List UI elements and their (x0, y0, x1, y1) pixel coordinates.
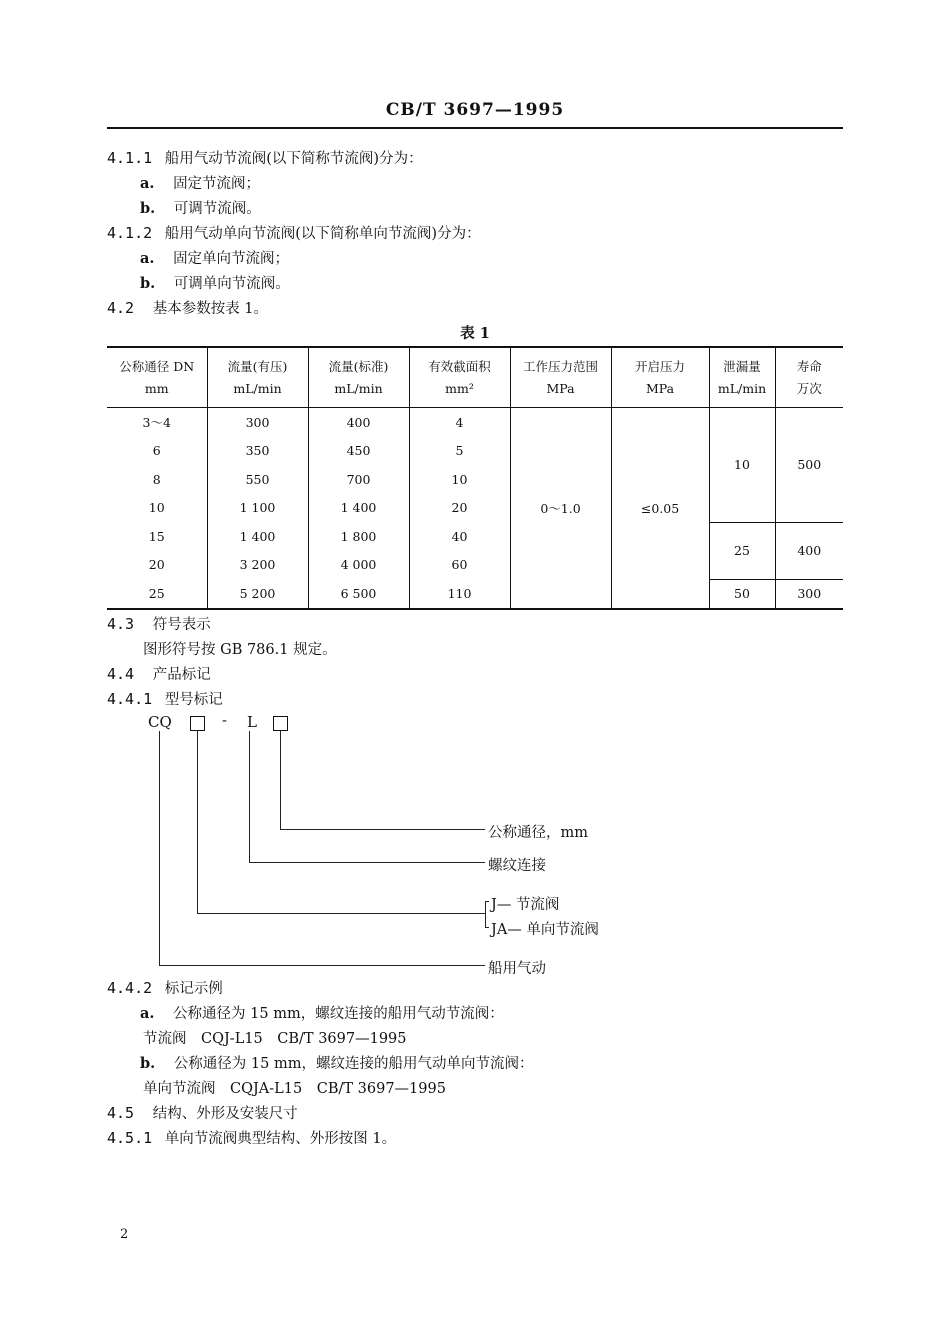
section-text: 标记示例 (164, 981, 223, 997)
table-cell: 15 (148, 528, 165, 544)
code-box-type (190, 716, 205, 731)
list-text: 公称通径为 15 mm，螺纹连接的船用气动单向节流阀： (173, 1056, 534, 1072)
col-header: 开启压力 MPa (611, 347, 709, 408)
section-text: 结构、外形及安装尺寸 (152, 1106, 298, 1122)
section-4-5 (107, 1102, 298, 1123)
table-row (107, 579, 843, 609)
parameter-table (107, 346, 843, 610)
table-cell: 110 (409, 579, 510, 609)
section-number: 4.4 (107, 665, 135, 683)
table-cell: 6 500 (308, 579, 409, 609)
list-label: b. (140, 200, 156, 217)
pressure-range-cell: 0～1.0 (510, 408, 611, 610)
leader-line (159, 731, 160, 965)
table-cell: 10 (148, 500, 165, 516)
section-4-4 (107, 663, 211, 684)
table-cell: 4 (409, 408, 510, 437)
table-cell: 700 (308, 465, 409, 494)
table-cell: 10 (409, 465, 510, 494)
leader-line (280, 829, 485, 830)
list-label: a. (140, 175, 155, 192)
col-header: 流量(标准) mL/min (308, 347, 409, 408)
leakage-cell: 50 (709, 579, 775, 609)
label-j: J— 节流阀 (491, 897, 560, 913)
section-number: 4.2 (107, 299, 135, 317)
example-line: 节流阀 CQJ-L15 CB/T 3697—1995 (143, 1031, 407, 1047)
list-label: a. (140, 250, 155, 267)
list-item (140, 247, 289, 268)
section-number: 4.4.2 (107, 979, 153, 997)
list-item (140, 1002, 504, 1023)
section-4-5-1 (107, 1127, 396, 1148)
section-body: 图形符号按 GB 786.1 规定。 (143, 642, 337, 658)
section-number: 4.1.2 (107, 224, 153, 242)
list-text: 可调单向节流阀。 (173, 276, 290, 292)
table-header-row (107, 347, 843, 408)
section-4-4-1 (107, 688, 223, 709)
list-label: a. (140, 1005, 155, 1022)
table-cell: 400 (308, 408, 409, 437)
section-text: 单向节流阀典型结构、外形按图 1。 (164, 1131, 397, 1147)
section-4-3 (107, 613, 211, 634)
standard-header: CB/T 3697—1995 (385, 100, 565, 120)
table-cell: 6 (152, 443, 161, 459)
label-diameter: 公称通径，mm (488, 825, 588, 841)
life-cell: 500 (775, 408, 843, 523)
leader-line (197, 731, 198, 913)
leader-line (280, 731, 281, 829)
table-cell: 20 (148, 557, 165, 573)
table-cell: 40 (409, 522, 510, 551)
page-number: 2 (120, 1227, 129, 1242)
section-number: 4.5.1 (107, 1129, 153, 1147)
table-caption: 表 1 (460, 325, 490, 342)
table-cell: 3 200 (207, 551, 308, 580)
section-number: 4.4.1 (107, 690, 153, 708)
list-text: 可调节流阀。 (173, 201, 261, 217)
section-text: 船用气动节流阀(以下简称节流阀)分为： (164, 151, 423, 167)
life-cell: 400 (775, 522, 843, 579)
leakage-cell: 10 (709, 408, 775, 523)
section-text: 产品标记 (152, 667, 211, 683)
bracket-line (485, 901, 489, 902)
col-header: 工作压力范围 MPa (510, 347, 611, 408)
label-thread: 螺纹连接 (488, 858, 546, 874)
list-label: b. (140, 275, 156, 292)
table-cell: 450 (308, 437, 409, 466)
table-cell: 25 (107, 579, 207, 609)
label-marine: 船用气动 (488, 961, 546, 977)
list-item (140, 272, 290, 293)
label-ja: JA— 单向节流阀 (491, 922, 599, 938)
leader-line (249, 731, 250, 862)
table-cell: 5 200 (207, 579, 308, 609)
section-text: 符号表示 (152, 617, 211, 633)
list-text: 固定节流阀； (173, 176, 261, 192)
section-number: 4.1.1 (107, 149, 153, 167)
code-dash: - (222, 713, 227, 729)
table-cell: 1 400 (308, 494, 409, 523)
header-rule (107, 127, 843, 129)
table-cell: 1 100 (207, 494, 308, 523)
col-header: 寿命 万次 (775, 347, 843, 408)
section-text: 型号标记 (164, 692, 223, 708)
list-item (140, 1052, 533, 1073)
col-header: 流量(有压) mL/min (207, 347, 308, 408)
section-4-4-2 (107, 977, 223, 998)
section-text: 船用气动单向节流阀(以下简称单向节流阀)分为： (164, 226, 481, 242)
table-cell: 60 (409, 551, 510, 580)
col-header: 公称通径 DN mm (107, 347, 207, 408)
list-text: 公称通径为 15 mm，螺纹连接的船用气动节流阀： (173, 1006, 504, 1022)
table-cell: 4 000 (308, 551, 409, 580)
leader-line (249, 862, 485, 863)
table-cell: 300 (207, 408, 308, 437)
leakage-cell: 25 (709, 522, 775, 579)
bracket-line (485, 901, 486, 927)
table-cell: 1 400 (207, 522, 308, 551)
code-box-diameter (273, 716, 288, 731)
section-4-1-2 (107, 222, 481, 243)
section-number: 4.5 (107, 1104, 135, 1122)
table-cell: 550 (207, 465, 308, 494)
example-line: 单向节流阀 CQJA-L15 CB/T 3697—1995 (143, 1081, 446, 1097)
list-item (140, 197, 261, 218)
section-4-1-1 (107, 147, 423, 168)
list-label: b. (140, 1055, 156, 1072)
table-cell: 8 (152, 471, 161, 487)
leader-line (197, 913, 485, 914)
list-item (140, 172, 260, 193)
code-prefix: CQ (148, 713, 172, 731)
leader-line (159, 965, 485, 966)
table-cell: 1 800 (308, 522, 409, 551)
table-row (107, 408, 843, 437)
opening-pressure-cell: ≤0.05 (611, 408, 709, 610)
section-text: 基本参数按表 1。 (152, 301, 269, 317)
section-4-2 (107, 297, 268, 318)
section-number: 4.3 (107, 615, 135, 633)
table-row (107, 522, 843, 551)
table-cell: 3～4 (142, 415, 171, 431)
life-cell: 300 (775, 579, 843, 609)
col-header: 泄漏量 mL/min (709, 347, 775, 408)
col-header: 有效截面积 mm² (409, 347, 510, 408)
table-cell: 350 (207, 437, 308, 466)
table-cell: 5 (409, 437, 510, 466)
code-letter: L (247, 713, 257, 731)
list-text: 固定单向节流阀； (173, 251, 290, 267)
bracket-line (485, 927, 489, 928)
table-cell: 20 (409, 494, 510, 523)
